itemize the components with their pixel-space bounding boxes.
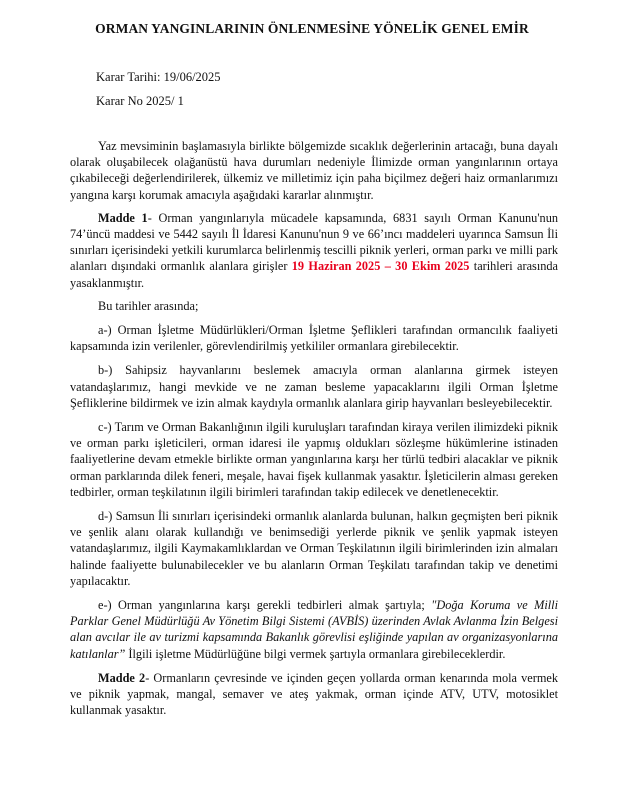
article-2 [70, 670, 558, 719]
article-1-label: Madde 1 [98, 210, 148, 225]
article-1-dates: 19 Haziran 2025 – 30 Ekim 2025 [291, 259, 470, 274]
item-e-text-end: İlgili işletme Müdürlüğüne bilgi vermek şartıyla ormanlara girebileceklerdir. [125, 646, 506, 661]
item-b: b-) Sahipsiz hayvanlarını beslemek amacıyla orman alanlarına girmek isteyen vatandaşlarımız, hangi mevkide ve ne zaman besleme yapacaklarını ilgili Orman İşletme Şefliklerine bildirmek ve izin almak kaydıyla ormanlık alanlara girip hayvanları besleyebilecektir. [70, 363, 558, 410]
document-body [70, 138, 558, 727]
article-1-text: - Orman yangınlarıyla mücadele kapsamında, 6831 sayılı Orman Kanunu'nun 74’üncü maddesi ve 5442 sayılı İl İdaresi Kanunu'nun 9 ve 66’ıncı maddeleri uyarınca Samsun İli sınırları içerisindeki yetkili kurumlarca belirlenmiş tescilli piknik yerleri, orman parkı ve milli park alanları dışındaki ormanlık alanlara girişler [70, 210, 558, 274]
article-1 [70, 210, 558, 291]
item-c: c-) Tarım ve Orman Bakanlığının ilgili kuruluşları tarafından kiraya verilen ilimizdeki piknik ve orman parkı işleticileri, orman idaresi ile yapmış oldukları sözleşme hükümlerine istinaden faaliyetlerine devam etmekle birlikte orman yangınlarına karşı her türlü tedbiri alacaklar ve piknik orman parklarında dilek feneri, meşale, havai fişek kullanmak yasaktır. İşleticilerin alması gereken tedbirler, orman teşkilatının ilgili birimleri tarafından takip edilecek ve denetlenecektir. [70, 420, 558, 499]
document-title: ORMAN YANGINLARININ ÖNLENMESİNE YÖNELİK GENEL EMİR [95, 21, 529, 36]
article-1-text-end: tarihleri arasında yasaklanmıştır. [70, 259, 558, 290]
between-dates: Bu tarihler arasında; [98, 298, 199, 313]
article-2-text: - Ormanların çevresinde ve içinden geçen yollarda orman kenarında mola vermek ve piknik yapmak, mangal, semaver ve ateş yakmak, orman içinde ATV, UTV, motosiklet kullanmak yasaktır. [70, 670, 558, 718]
item-a: a-) Orman İşletme Müdürlükleri/Orman İşletme Şeflikleri tarafından ormancılık faaliyeti kapsamında izin verilenler, görevlendirilmiş yetkililer ormanlara girebilecektir. [70, 323, 558, 354]
item-e-quote: "Doğa Koruma ve Milli Parklar Genel Müdürlüğü Av Yönetim Bilgi Sistemi (AVBİS) üzerinden Avlak Avlanma İzin Belgesi alan avcılar ile av turizmi kapsamında Bakanlık görevlisi eşliğinde yapılan av organizasyonlarına katılanlar” [70, 598, 558, 661]
item-e-text: e-) Orman yangınlarına karşı gerekli tedbirleri almak şartıyla; [98, 598, 432, 613]
decision-number: Karar No 2025/ 1 [96, 94, 184, 108]
decision-date: Karar Tarihi: 19/06/2025 [96, 70, 221, 84]
article-2-label: Madde 2 [98, 670, 146, 685]
item-e [70, 597, 558, 662]
intro-paragraph: Yaz mevsiminin başlamasıyla birlikte bölgemizde sıcaklık değerlerinin artacağı, buna dayalı olarak oluşabilecek olağanüstü hava durumları nedeniyle İlimizde orman yangınlarının ortaya çıkabileceği değerlendirilerek, ülkemiz ve milletimiz için paha biçilmez değeri haiz ormanlarımızı yangına karşı korumak amacıyla aşağıdaki kararlar alınmıştır. [70, 139, 558, 202]
item-d: d-) Samsun İli sınırları içerisindeki ormanlık alanlarda bulunan, halkın geçmişten beri piknik ve şenlik alanı olarak kullandığı ve benimsediği yerlerde piknik ve şenlik yapmak isteyen vatandaşlarımız, ilgili Kaymakamlıklardan ve Orman Teşkilatının ilgili birimlerinden izin almaları halinde faaliyette bulunabilecekler ve bu alanların Orman Teşkilatı tarafından takip ve denetimi yapılacaktır. [70, 509, 558, 588]
